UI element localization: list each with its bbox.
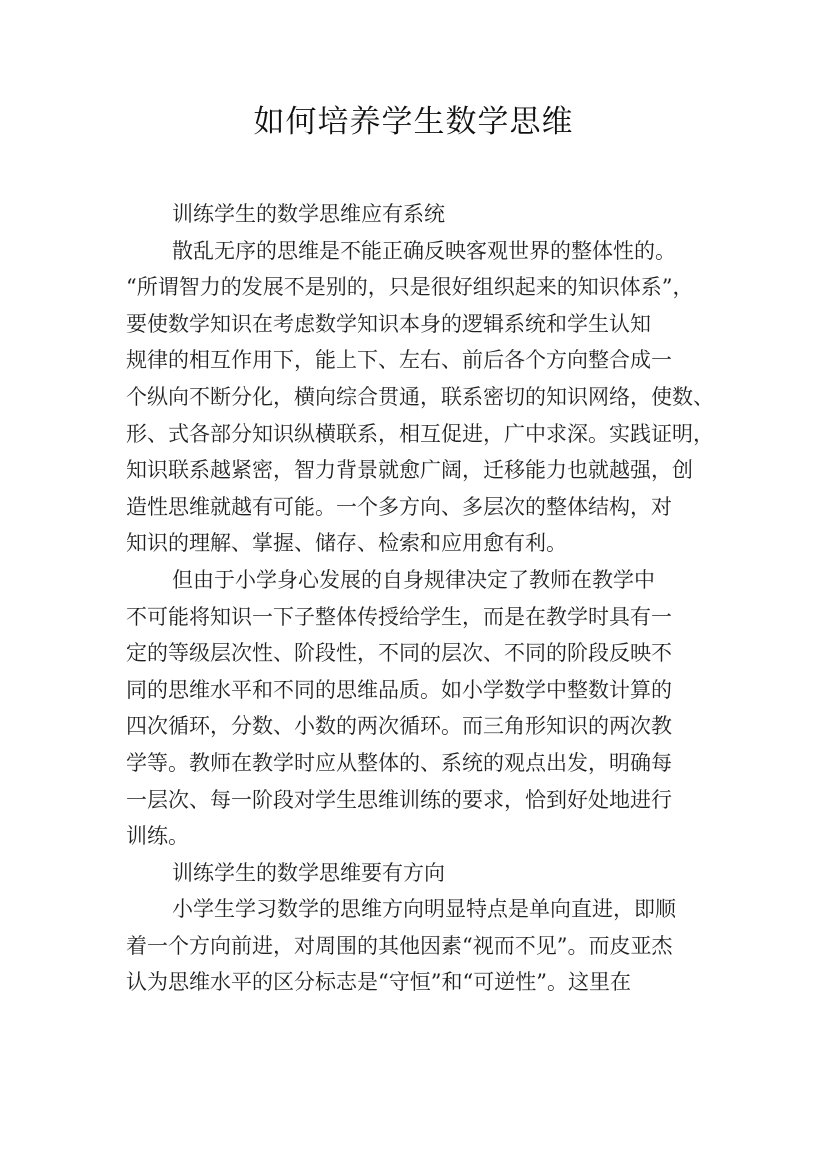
text-line: 散乱无序的思维是不能正确反映客观世界的整体性的。 [172,238,676,263]
text-line: 四次循环，分数、小数的两次循环。而三角形知识的两次教 [126,714,672,739]
text-line: 要使数学知识在考虑数学知识本身的逻辑系统和学生认知 [126,311,651,336]
text-line: 训练学生的数学思维要有方向 [172,860,445,885]
text-line: 一层次、每一阶段对学生思维训练的要求，恰到好处地进行 [126,787,672,812]
text-line: 不可能将知识一下子整体传授给学生，而是在教学时具有一 [126,604,672,629]
text-line: 小学生学习数学的思维方向明显特点是单向直进，即顺 [172,897,676,922]
text-line: 认为思维水平的区分标志是“守恒”和“可逆性”。这里在 [126,970,631,995]
text-line: 规律的相互作用下，能上下、左右、前后各个方向整合成一 [126,348,672,373]
text-line: 但由于小学身心发展的自身规律决定了教师在教学中 [172,567,655,592]
text-line: 知识的理解、掌握、储存、检索和应用愈有利。 [126,531,567,556]
text-line: 训练。 [126,824,189,849]
text-line: 训练学生的数学思维应有系统 [172,202,445,226]
document-body [126,196,716,1001]
text-line: 造性思维就越有可能。一个多方向、多层次的整体结构，对 [126,494,672,519]
text-line: 知识联系越紧密，智力背景就愈广阔，迁移能力也就越强，创 [126,458,693,483]
text-line: 个纵向不断分化，横向综合贯通，联系密切的知识网络，使数、 [126,384,714,409]
text-line: “所谓智力的发展不是别的，只是很好组织起来的知识体系”， [126,275,694,300]
text-line: 学等。教师在教学时应从整体的、系统的观点出发，明确每 [126,750,672,775]
text-line: 着一个方向前进，对周围的其他因素“视而不见”。而皮亚杰 [126,933,673,958]
text-line: 同的思维水平和不同的思维品质。如小学数学中整数计算的 [126,677,672,702]
text-line: 定的等级层次性、阶段性，不同的层次、不同的阶段反映不 [126,641,672,666]
text-line: 形、式各部分知识纵横联系，相互促进，广中求深。实践证明， [126,421,714,446]
document-title: 如何培养学生数学思维 [253,104,574,140]
